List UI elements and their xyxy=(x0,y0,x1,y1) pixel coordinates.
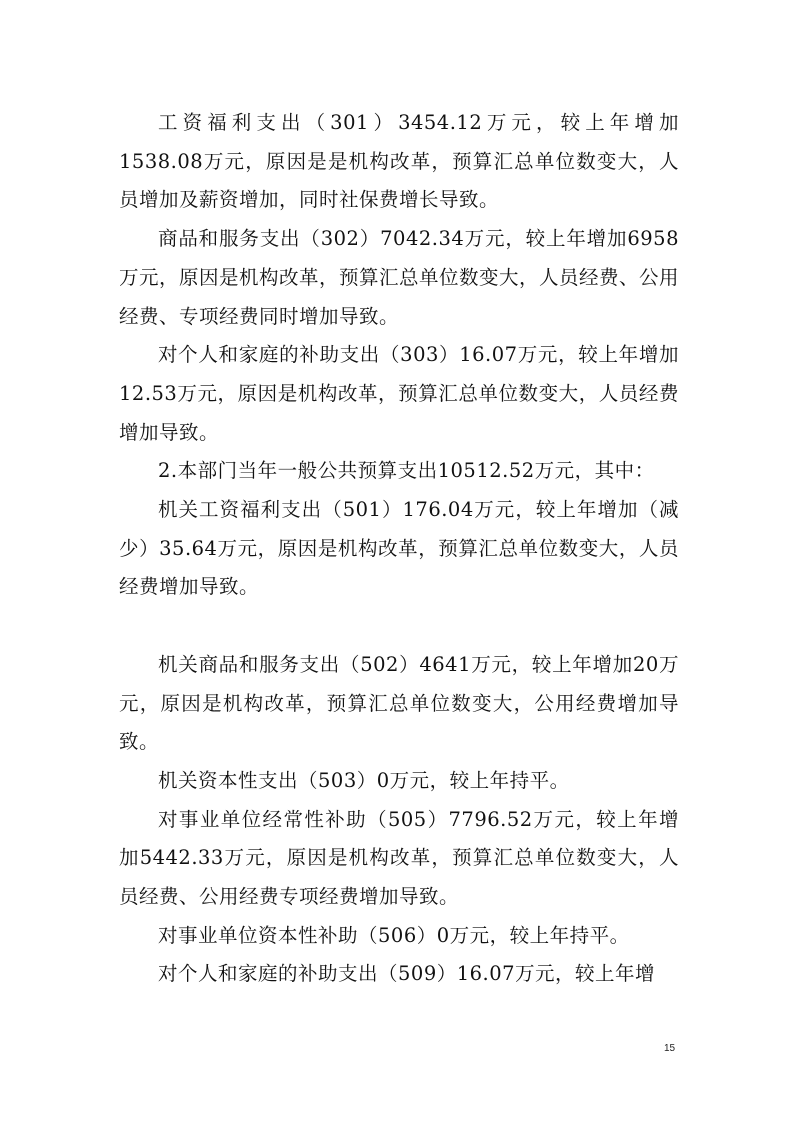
paragraph-goods-services: 商品和服务支出（302）7042.34万元，较上年增加6958万元，原因是机构改革，预算汇总单位数变大，人员经费、公用经费、专项经费同时增加导致。 xyxy=(119,227,680,328)
paragraph-household-subsidy-509: 对个人和家庭的补助支出（509）16.07万元，较上年增 xyxy=(158,962,656,986)
paragraph-gap xyxy=(119,607,679,646)
paragraph-agency-capital: 机关资本性支出（503）0万元，较上年持平。 xyxy=(158,768,570,792)
page-number: 15 xyxy=(664,1043,676,1054)
document-body xyxy=(119,104,679,994)
paragraph-agency-goods-services: 机关商品和服务支出（502）4641万元，较上年增加20万元，原因是机构改革，预算汇总单位数变大，公用经费增加导致。 xyxy=(119,652,679,754)
paragraph-institution-capital-subsidy: 对事业单位资本性补助（506）0万元，较上年持平。 xyxy=(158,923,630,947)
paragraph-agency-salary: 机关工资福利支出（501）176.04万元，较上年增加（减少）35.64万元，原因是机构改革，预算汇总单位数变大，人员经费增加导致。 xyxy=(119,498,679,599)
paragraph-salary-welfare: 工资福利支出（301）3454.12万元，较上年增加1538.08万元，原因是是机构改革，预算汇总单位数变大，人员增加及薪资增加，同时社保费增长导致。 xyxy=(119,111,679,212)
paragraph-institution-recurring-subsidy: 对事业单位经常性补助（505）7796.52万元，较上年增加5442.33万元，原因是机构改革，预算汇总单位数变大，人员经费、公用经费专项经费增加导致。 xyxy=(119,807,679,909)
paragraph-household-subsidy: 对个人和家庭的补助支出（303）16.07万元，较上年增加12.53万元，原因是机构改革，预算汇总单位数变大，人员经费增加导致。 xyxy=(119,343,679,444)
paragraph-general-budget: 2.本部门当年一般公共预算支出10512.52万元，其中： xyxy=(158,459,655,483)
